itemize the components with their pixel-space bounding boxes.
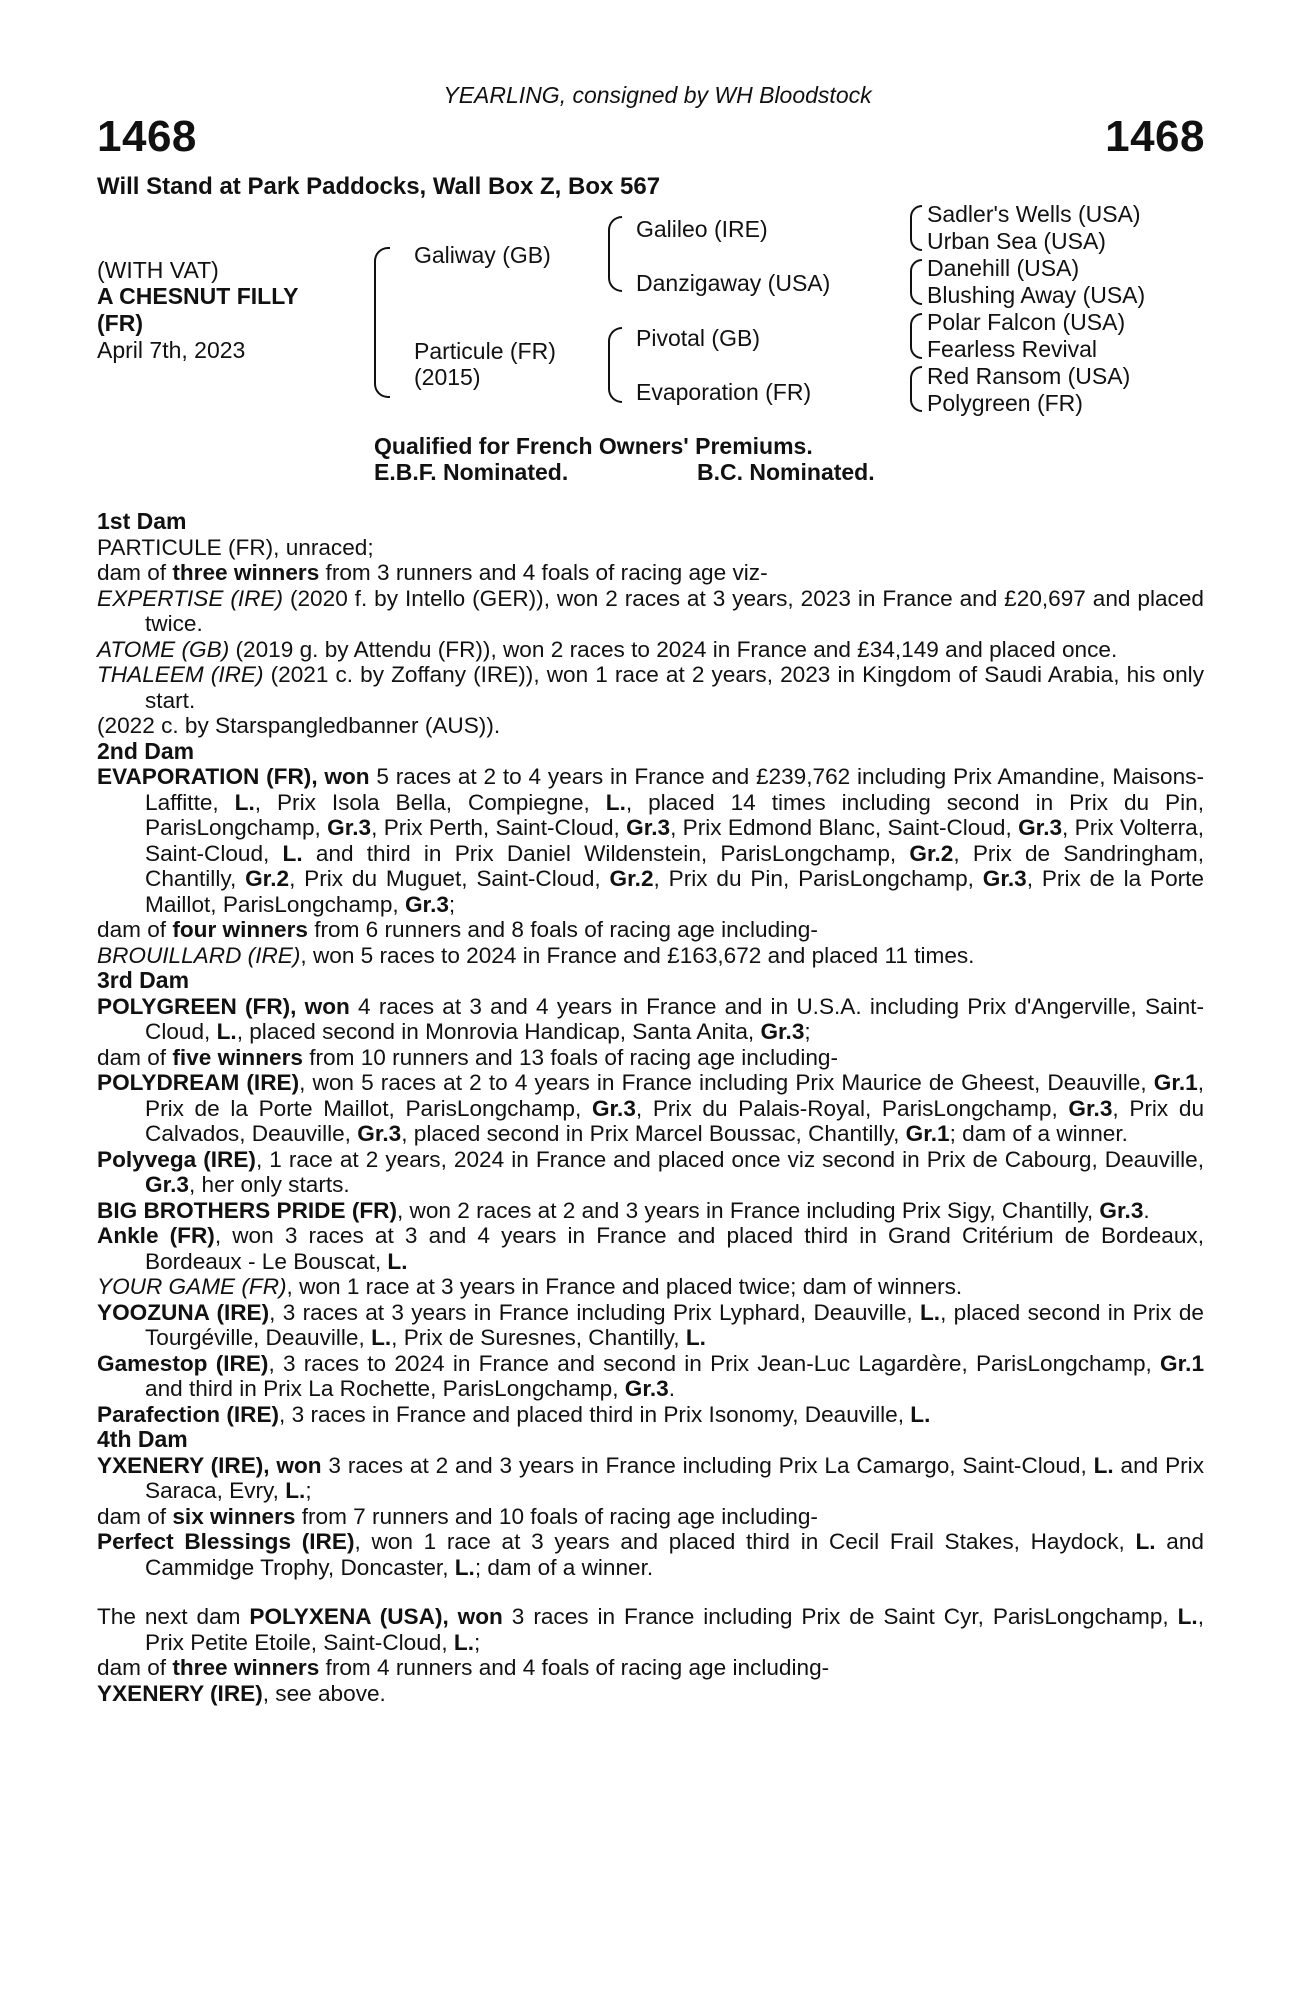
granddam-2: Blushing Away (USA) bbox=[927, 282, 1146, 308]
dam: Particule (FR) bbox=[414, 338, 556, 364]
sire: Galiway (GB) bbox=[414, 242, 551, 268]
first-dam-heading: 1st Dam bbox=[97, 508, 187, 534]
pedigree-brace bbox=[910, 313, 922, 359]
bc-nomination: B.C. Nominated. bbox=[697, 459, 875, 485]
first-dam-summary: PARTICULE (FR), unraced; bbox=[97, 534, 374, 560]
sale-line: YEARLING, consigned by WH Bloodstock bbox=[443, 82, 872, 108]
pedigree-brace bbox=[374, 247, 390, 398]
third-dam-record: POLYGREEN (FR), won 4 races at 3 and 4 years in France and in U.S.A. including Prix d'Angerville, Saint-Cloud, L., placed second in Monrovia Handicap, Santa Anita, Gr.3; bbox=[97, 993, 1204, 1044]
pedigree-brace bbox=[910, 366, 922, 412]
produce-entry: YXENERY (IRE), see above. bbox=[97, 1680, 386, 1706]
produce-entry: THALEEM (IRE) (2021 c. by Zoffany (IRE)), won 1 race at 2 years, 2023 in Kingdom of Saudi Arabia, his only start. bbox=[97, 662, 1204, 713]
sire-sire: Galileo (IRE) bbox=[636, 216, 768, 242]
produce-entry: Parafection (IRE), 3 races in France and placed third in Prix Isonomy, Deauville, L. bbox=[97, 1401, 931, 1427]
granddam-3: Fearless Revival bbox=[927, 336, 1097, 362]
premium-qualification: Qualified for French Owners' Premiums. bbox=[374, 433, 813, 459]
pedigree-brace bbox=[608, 216, 622, 292]
foaling-date: April 7th, 2023 bbox=[97, 337, 246, 363]
pedigree-brace bbox=[910, 259, 922, 305]
produce-entry: ATOME (GB) (2019 g. by Attendu (FR)), won 2 races to 2024 in France and £34,149 and placed once. bbox=[97, 636, 1118, 662]
next-dam-record: The next dam POLYXENA (USA), won 3 races in France including Prix de Saint Cyr, ParisLongchamp, L., Prix Petite Etoile, Saint-Cloud, L.; bbox=[97, 1604, 1204, 1655]
pedigree-brace bbox=[608, 327, 622, 403]
produce-entry: YOUR GAME (FR), won 1 race at 3 years in France and placed twice; dam of winners. bbox=[97, 1274, 963, 1299]
pedigree-brace bbox=[910, 205, 922, 251]
second-dam-produce-summary: dam of four winners from 6 runners and 8 foals of racing age including- bbox=[97, 917, 818, 942]
grandsire-4: Red Ransom (USA) bbox=[927, 363, 1131, 389]
stand-line: Will Stand at Park Paddocks, Wall Box Z, Box 567 bbox=[97, 173, 661, 200]
third-dam-heading: 3rd Dam bbox=[97, 967, 190, 993]
catalogue-body bbox=[97, 509, 1204, 1706]
lot-number-right: 1468 bbox=[1105, 112, 1205, 161]
produce-entry: EXPERTISE (IRE) (2020 f. by Intello (GER)), won 2 races at 3 years, 2023 in France and £20,697 and placed twice. bbox=[97, 585, 1204, 636]
granddam-4: Polygreen (FR) bbox=[927, 390, 1083, 416]
granddam-1: Urban Sea (USA) bbox=[927, 228, 1106, 254]
produce-entry: POLYDREAM (IRE), won 5 races at 2 to 4 years in France including Prix Maurice de Gheest, Deauville, Gr.1, Prix de la Porte Maillot, ParisLongchamp, Gr.3, Prix du Palais-Royal, ParisLongchamp, Gr.3, Prix du Calvados, Deauville, Gr.3, placed second in Prix Marcel Boussac, Chantilly, Gr.1; dam of a winner. bbox=[97, 1070, 1205, 1146]
produce-entry: Ankle (FR), won 3 races at 3 and 4 years in France and placed third in Grand Critérium de Bordeaux, Bordeaux - Le Bouscat, L. bbox=[97, 1223, 1204, 1274]
fourth-dam-record: YXENERY (IRE), won 3 races at 2 and 3 years in France including Prix La Camargo, Saint-Cloud, L. and Prix Saraca, Evry, L.; bbox=[97, 1452, 1204, 1503]
third-dam-produce-summary: dam of five winners from 10 runners and 13 foals of racing age including- bbox=[97, 1044, 838, 1070]
grandsire-3: Polar Falcon (USA) bbox=[927, 309, 1126, 335]
produce-entry: YOOZUNA (IRE), 3 races at 3 years in France including Prix Lyphard, Deauville, L., placed second in Prix de Tourgéville, Deauville, L., Prix de Suresnes, Chantilly, L. bbox=[97, 1299, 1204, 1350]
grandsire-2: Danehill (USA) bbox=[927, 255, 1080, 281]
lot-number-left: 1468 bbox=[97, 112, 197, 161]
produce-entry: Perfect Blessings (IRE), won 1 race at 3 years and placed third in Cecil Frail Stakes, Haydock, L. and Cammidge Trophy, Doncaster, L.; dam of a winner. bbox=[97, 1529, 1204, 1580]
vat-label: (WITH VAT) bbox=[97, 257, 219, 283]
produce-entry: Gamestop (IRE), 3 races to 2024 in France and second in Prix Jean-Luc Lagardère, ParisLongchamp, Gr.1 and third in Prix La Rochette, ParisLongchamp, Gr.3. bbox=[97, 1350, 1205, 1401]
first-dam-produce-summary: dam of three winners from 3 runners and 4 foals of racing age viz- bbox=[97, 560, 768, 585]
fourth-dam-heading: 4th Dam bbox=[97, 1426, 188, 1452]
second-dam-record: EVAPORATION (FR), won 5 races at 2 to 4 years in France and £239,762 including Prix Amandine, Maisons-Laffitte, L., Prix Isola Bella, Compiegne, L., placed 14 times including second in Prix du Pin, ParisLongchamp, Gr.3, Prix Perth, Saint-Cloud, Gr.3, Prix Edmond Blanc, Saint-Cloud, Gr.3, Prix Volterra, Saint-Cloud, L. and third in Prix Daniel Wildenstein, ParisLongchamp, Gr.2, Prix de Sandringham, Chantilly, Gr.2, Prix du Muguet, Saint-Cloud, Gr.2, Prix du Pin, ParisLongchamp, Gr.3, Prix de la Porte Maillot, ParisLongchamp, Gr.3; bbox=[97, 764, 1205, 917]
produce-entry: BROUILLARD (IRE), won 5 races to 2024 in France and £163,672 and placed 11 times. bbox=[97, 942, 975, 968]
grandsire-1: Sadler's Wells (USA) bbox=[927, 201, 1141, 227]
dam-dam: Evaporation (FR) bbox=[636, 379, 812, 405]
produce-entry: Polyvega (IRE), 1 race at 2 years, 2024 in France and placed once viz second in Prix de Cabourg, Deauville, Gr.3, her only starts. bbox=[97, 1146, 1204, 1197]
produce-entry: BIG BROTHERS PRIDE (FR), won 2 races at 2 and 3 years in France including Prix Sigy, Chantilly, Gr.3. bbox=[97, 1197, 1150, 1223]
lot-title: A CHESNUT FILLY bbox=[97, 283, 299, 309]
produce-entry: (2022 c. by Starspangledbanner (AUS)). bbox=[97, 713, 501, 738]
second-dam-heading: 2nd Dam bbox=[97, 737, 195, 764]
lot-title-suffix: (FR) bbox=[97, 310, 143, 336]
sire-dam: Danzigaway (USA) bbox=[636, 270, 831, 296]
fourth-dam-produce-summary: dam of six winners from 7 runners and 10 foals of racing age including- bbox=[97, 1503, 818, 1529]
dam-year: (2015) bbox=[414, 364, 481, 390]
ebf-nomination: E.B.F. Nominated. bbox=[374, 459, 569, 485]
next-dam-produce-summary: dam of three winners from 4 runners and 4 foals of racing age including- bbox=[97, 1655, 830, 1680]
dam-sire: Pivotal (GB) bbox=[636, 325, 760, 351]
